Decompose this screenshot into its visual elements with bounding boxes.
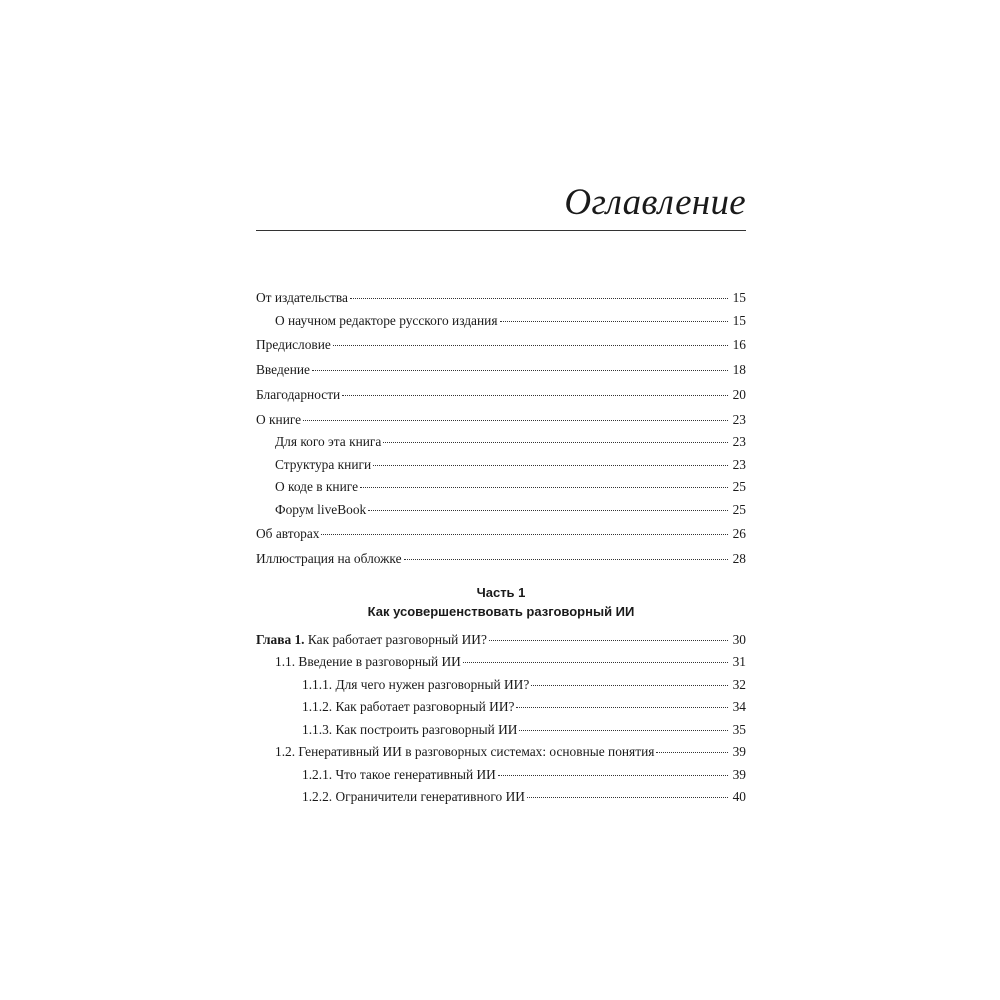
chapter-title: Как работает разговорный ИИ? (307, 631, 487, 647)
chapter-entries-list (256, 651, 746, 809)
toc-page-number: 40 (732, 789, 746, 805)
toc-entry-label: От издательства (256, 290, 348, 305)
toc-entry[interactable] (256, 523, 746, 546)
toc-entry-label: О научном редакторе русского издания (275, 312, 498, 328)
toc-entry[interactable] (256, 359, 746, 382)
toc-entry[interactable] (256, 674, 746, 697)
toc-page-number: 20 (732, 386, 746, 402)
dot-leader (312, 370, 728, 371)
toc-page-number: 15 (732, 290, 746, 305)
toc-entry-label: 1.2.2. Ограничители генеративного ИИ (302, 789, 525, 805)
dot-leader (368, 510, 728, 511)
toc-entry[interactable] (256, 548, 746, 571)
toc-page-number: 32 (732, 676, 746, 692)
toc-entry-label: Иллюстрация на обложке (256, 551, 402, 567)
toc-entry-label: О коде в книге (275, 479, 359, 495)
toc-page-number: 30 (732, 631, 746, 647)
toc-entry[interactable] (256, 741, 746, 764)
title-rule (256, 230, 746, 231)
toc-entry-label: 1.1.2. Как работает разговорный ИИ? (302, 699, 515, 715)
toc-page-number: 23 (732, 434, 746, 450)
dot-leader (373, 465, 728, 466)
toc-page-number: 39 (732, 744, 746, 760)
toc-entry[interactable] (256, 409, 746, 432)
dot-leader (498, 775, 728, 776)
toc-page-number: 25 (732, 501, 746, 517)
toc-entry[interactable] (256, 454, 746, 477)
dot-leader (350, 298, 728, 299)
toc-entry[interactable] (256, 310, 746, 333)
toc-page-number: 23 (732, 411, 746, 427)
dot-leader (519, 730, 728, 731)
toc-page-number: 18 (732, 362, 746, 378)
toc-page-number: 15 (732, 312, 746, 328)
toc-entry-chapter-1[interactable] (256, 629, 746, 652)
dot-leader (383, 442, 728, 443)
toc-page-number: 16 (732, 337, 746, 353)
part-title: Как усовершенствовать разговорный ИИ (367, 603, 635, 619)
toc-entry-label: 1.2. Генеративный ИИ в разговорных системах: основные понятия (275, 744, 655, 760)
dot-leader (342, 395, 728, 396)
toc-page-number: 25 (732, 479, 746, 495)
toc-page-number: 35 (732, 721, 746, 737)
dot-leader (516, 707, 728, 708)
toc-entry-label: 1.2.1. Что такое генеративный ИИ (302, 766, 496, 782)
toc-page-number: 39 (732, 766, 746, 782)
part-number: Часть 1 (476, 584, 526, 600)
dot-leader (303, 420, 728, 421)
dot-leader (531, 685, 728, 686)
chapter-prefix: Глава 1. (256, 631, 305, 647)
toc-entry-label: Введение (256, 362, 310, 378)
toc-entry[interactable] (256, 696, 746, 719)
toc-entry-label: Для кого эта книга (275, 434, 382, 450)
toc-entry[interactable] (256, 764, 746, 787)
toc-entry-label: Структура книги (275, 456, 372, 472)
toc-entry-label: Предисловие (256, 337, 331, 353)
toc-entry-label: 1.1.1. Для чего нужен разговорный ИИ? (302, 676, 530, 692)
toc-entry[interactable] (256, 334, 746, 357)
toc-entry-label: Об авторах (256, 526, 320, 542)
toc-page-number: 23 (732, 456, 746, 472)
toc-entry-label: 1.1. Введение в разговорный ИИ (275, 654, 461, 670)
toc-entry[interactable] (256, 287, 746, 310)
toc-entry-label (256, 629, 487, 652)
dot-leader (656, 752, 728, 753)
dot-leader (489, 640, 728, 641)
toc-entry-label: 1.1.3. Как построить разговорный ИИ (302, 721, 518, 737)
toc-entry[interactable] (256, 651, 746, 674)
page-title: Оглавление (564, 182, 746, 223)
toc-page-number: 26 (732, 526, 746, 542)
toc-entry-label: Благодарности (256, 386, 341, 402)
toc-entry[interactable] (256, 719, 746, 742)
toc-entry[interactable] (256, 499, 746, 522)
part-heading (256, 583, 746, 621)
toc-page-number: 34 (732, 699, 746, 715)
toc-entry[interactable] (256, 786, 746, 809)
toc-page-number: 28 (732, 551, 746, 567)
toc-entry[interactable] (256, 384, 746, 407)
front-matter-list (256, 287, 746, 571)
dot-leader (500, 321, 729, 322)
toc-entry-label: О книге (256, 411, 302, 427)
toc-page-number: 31 (732, 654, 746, 670)
toc-entry[interactable] (256, 431, 746, 454)
toc-entry-label: Форум liveBook (275, 501, 367, 517)
dot-leader (404, 559, 728, 560)
toc-entry[interactable] (256, 476, 746, 499)
dot-leader (463, 662, 728, 663)
table-of-contents (256, 287, 746, 809)
dot-leader (527, 797, 728, 798)
dot-leader (321, 534, 728, 535)
dot-leader (360, 487, 728, 488)
dot-leader (333, 345, 728, 346)
